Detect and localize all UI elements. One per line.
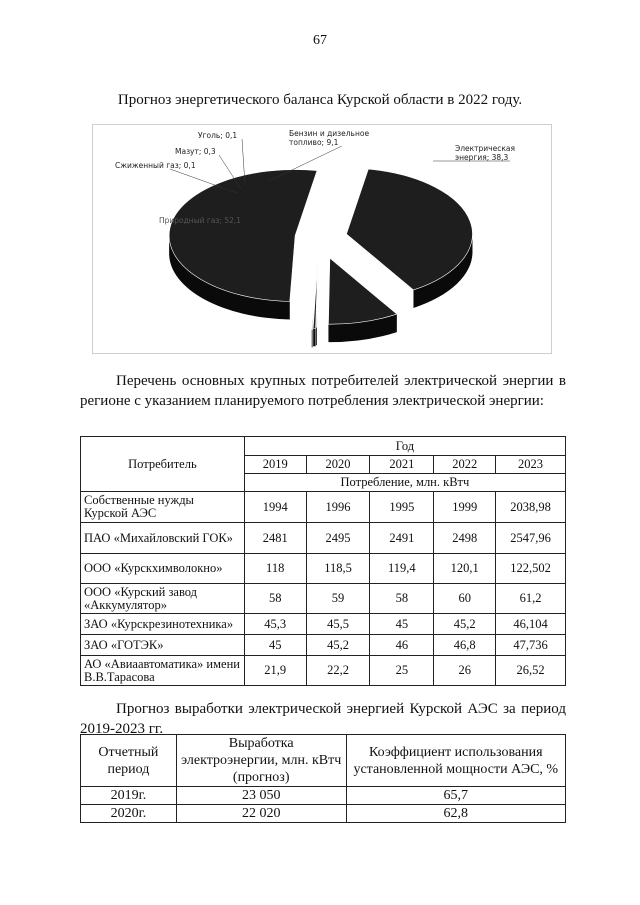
value-cell: 2498	[434, 523, 496, 554]
factor-cell: 62,8	[346, 805, 565, 823]
pie-slice-side	[313, 328, 315, 346]
consumer-name: ПАО «Михайловский ГОК»	[81, 523, 245, 554]
value-cell: 22,2	[306, 656, 370, 686]
header-consumer: Потребитель	[81, 437, 245, 492]
value-cell: 2481	[244, 523, 306, 554]
value-cell: 45	[370, 614, 434, 635]
table-row	[81, 656, 566, 686]
value-cell: 1999	[434, 492, 496, 523]
chart-heading: Прогноз энергетического баланса Курской области в 2022 году.	[117, 92, 523, 108]
value-cell: 118	[244, 554, 306, 584]
pie-slice-label: топливо; 9,1	[289, 138, 339, 147]
table-row	[81, 805, 566, 823]
table-row	[81, 492, 566, 523]
consumers-table	[80, 436, 566, 686]
table-row	[81, 614, 566, 635]
pie-slice-label: Сжиженный газ; 0,1	[115, 161, 196, 170]
output-cell: 22 020	[176, 805, 346, 823]
value-cell: 120,1	[434, 554, 496, 584]
header-factor: Коэффициент использования установленной мощности АЭС, %	[346, 735, 565, 787]
header-period: Отчетный период	[81, 735, 177, 787]
value-cell: 58	[244, 584, 306, 614]
consumer-name: АО «Авиаавтоматика» имени В.В.Тарасова	[81, 656, 245, 686]
value-cell: 45,2	[434, 614, 496, 635]
output-table	[80, 734, 566, 823]
pie-slice-side	[312, 329, 313, 347]
value-cell: 21,9	[244, 656, 306, 686]
consumer-name: ООО «Курскхимволокно»	[81, 554, 245, 584]
year-cell: 2023	[496, 456, 566, 474]
value-cell: 26	[434, 656, 496, 686]
year-cell: 2022	[434, 456, 496, 474]
value-cell: 122,502	[496, 554, 566, 584]
period-cell: 2020г.	[81, 805, 177, 823]
table-row	[81, 635, 566, 656]
value-cell: 46,104	[496, 614, 566, 635]
value-cell: 1996	[306, 492, 370, 523]
header-output: Выработка электроэнергии, млн. кВтч (прогноз)	[176, 735, 346, 787]
pie-slice-label: Бензин и дизельное	[289, 129, 370, 138]
value-cell: 2038,98	[496, 492, 566, 523]
value-cell: 60	[434, 584, 496, 614]
value-cell: 45,2	[306, 635, 370, 656]
consumer-name: ЗАО «Курскрезинотехника»	[81, 614, 245, 635]
pie-chart	[92, 124, 552, 354]
pie-slice-side	[316, 327, 317, 345]
table-row	[81, 787, 566, 805]
pie-slice-label: Мазут; 0,3	[175, 147, 216, 156]
pie-slice	[328, 258, 396, 324]
consumer-name: ЗАО «ГОТЭК»	[81, 635, 245, 656]
table-row	[81, 554, 566, 584]
value-cell: 46	[370, 635, 434, 656]
value-cell: 45,3	[244, 614, 306, 635]
value-cell: 47,736	[496, 635, 566, 656]
value-cell: 119,4	[370, 554, 434, 584]
value-cell: 45	[244, 635, 306, 656]
value-cell: 26,52	[496, 656, 566, 686]
consumer-name: Собственные нужды Курской АЭС	[81, 492, 245, 523]
year-cell: 2020	[306, 456, 370, 474]
output-cell: 23 050	[176, 787, 346, 805]
unit-label: Потребление, млн. кВтч	[244, 474, 565, 492]
table-row	[81, 523, 566, 554]
value-cell: 25	[370, 656, 434, 686]
value-cell: 61,2	[496, 584, 566, 614]
value-cell: 45,5	[306, 614, 370, 635]
page-number: 67	[313, 33, 327, 48]
value-cell: 2491	[370, 523, 434, 554]
pie-slice-label: энергия; 38,3	[455, 153, 509, 162]
table-header-row	[81, 735, 566, 787]
value-cell: 1994	[244, 492, 306, 523]
value-cell: 2495	[306, 523, 370, 554]
value-cell: 1995	[370, 492, 434, 523]
pie-slice-label: Электрическая	[455, 144, 515, 153]
pie-chart-svg	[93, 125, 551, 353]
table-row	[81, 584, 566, 614]
pie-slice-label: Природный газ; 52,1	[159, 216, 242, 225]
header-year: Год	[244, 437, 565, 456]
period-cell: 2019г.	[81, 787, 177, 805]
pie-slice-label: Уголь; 0,1	[198, 131, 238, 140]
year-cell: 2019	[244, 456, 306, 474]
value-cell: 46,8	[434, 635, 496, 656]
value-cell: 2547,96	[496, 523, 566, 554]
consumers-paragraph: Перечень основных крупных потребителей электрической энергии в регионе с указанием планируемого потребления электрической энергии:	[80, 373, 566, 409]
consumer-name: ООО «Курский завод «Аккумулятор»	[81, 584, 245, 614]
year-cell: 2021	[370, 456, 434, 474]
value-cell: 59	[306, 584, 370, 614]
value-cell: 58	[370, 584, 434, 614]
factor-cell: 65,7	[346, 787, 565, 805]
value-cell: 118,5	[306, 554, 370, 584]
output-paragraph: Прогноз выработки электрической энергией Курской АЭС за период 2019-2023 гг.	[80, 701, 566, 737]
